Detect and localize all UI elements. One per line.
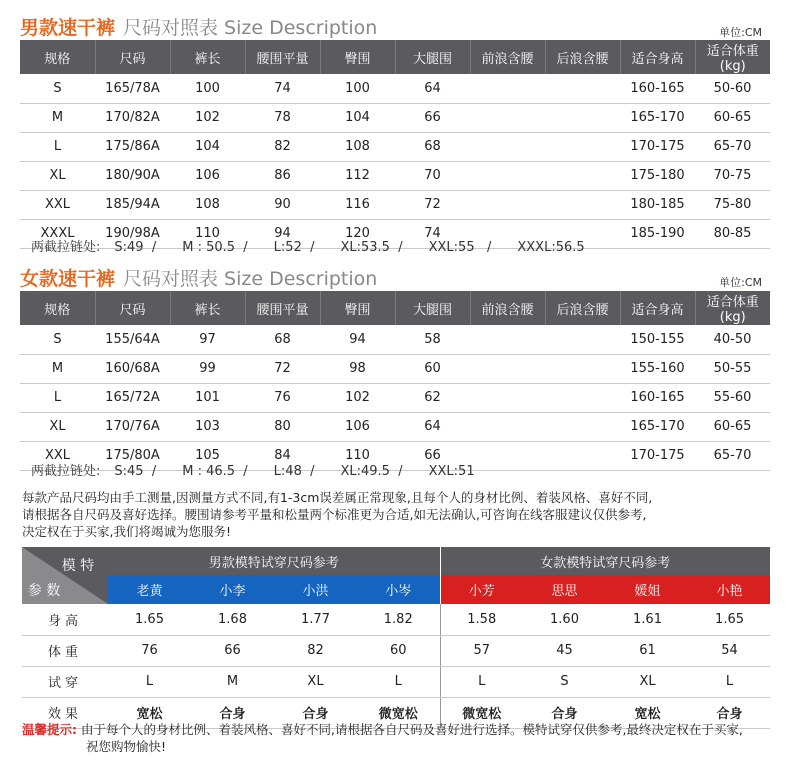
table-cell: 165-170 — [620, 412, 695, 441]
table-cell: 190/98A — [95, 219, 170, 248]
table-cell: 150-155 — [620, 325, 695, 354]
corner-top-text: 模 特 — [61, 558, 95, 574]
female-title-sub: 尺码对照表 Size Description — [123, 268, 378, 290]
table-cell: 98 — [320, 354, 395, 383]
model-value-cell: 1.65 — [689, 604, 770, 635]
model-name-cell: 媛姐 — [606, 575, 689, 604]
zipper-value: S:49 / — [114, 240, 157, 255]
zipper-label: 两截拉链处: — [31, 240, 101, 255]
table-cell: 165/78A — [95, 74, 170, 103]
warm-tip — [22, 721, 782, 755]
model-row-label: 体重 — [22, 635, 108, 666]
table-cell: 74 — [245, 74, 320, 103]
table-cell: 160-165 — [620, 74, 695, 103]
zipper-value: L:48 / — [273, 464, 315, 479]
header-cell: 腰围平量 — [245, 40, 320, 74]
table-cell: 103 — [170, 412, 245, 441]
header-cell: 前浪含腰 — [470, 291, 545, 325]
table-cell: 50-60 — [695, 74, 770, 103]
model-row-label: 试穿 — [22, 666, 108, 697]
table-cell: 102 — [320, 383, 395, 412]
table-cell — [545, 74, 620, 103]
table-cell: 60-65 — [695, 103, 770, 132]
zipper-value: L:52 / — [273, 240, 315, 255]
table-cell: 170-175 — [620, 441, 695, 470]
female-title-cn: 女款速干裤 — [20, 268, 116, 290]
table-cell: 104 — [170, 132, 245, 161]
table-cell — [545, 441, 620, 470]
table-cell: 62 — [395, 383, 470, 412]
zipper-value: XXL:55 / — [428, 240, 492, 255]
table-row — [20, 354, 770, 383]
table-cell: 66 — [395, 441, 470, 470]
table-cell — [470, 190, 545, 219]
header-cell: 裤长 — [170, 291, 245, 325]
zipper-value: XL:53.5 / — [340, 240, 403, 255]
header-cell: 前浪含腰 — [470, 40, 545, 74]
table-cell — [545, 103, 620, 132]
model-value-cell: S — [523, 666, 606, 697]
header-cell: 适合体重(kg) — [695, 291, 770, 325]
female-model-header: 女款模特试穿尺码参考 — [440, 547, 770, 575]
table-cell: 84 — [245, 441, 320, 470]
table-cell: 68 — [245, 325, 320, 354]
table-cell: 106 — [170, 161, 245, 190]
zipper-value: M : 50.5 / — [182, 240, 248, 255]
model-name-cell: 老黄 — [108, 575, 191, 604]
table-row — [20, 325, 770, 354]
model-name-cell: 小洪 — [274, 575, 357, 604]
table-cell: 175/86A — [95, 132, 170, 161]
male-size-table — [20, 40, 770, 249]
table-cell: 72 — [395, 190, 470, 219]
table-cell: 110 — [170, 219, 245, 248]
table-cell: 165/72A — [95, 383, 170, 412]
header-cell: 裤长 — [170, 40, 245, 74]
corner-diagonal — [22, 547, 108, 604]
table-cell: 175/80A — [95, 441, 170, 470]
model-fit-table — [22, 547, 770, 729]
table-cell: 112 — [320, 161, 395, 190]
table-cell: L — [20, 132, 95, 161]
model-value-cell: 合身 — [274, 697, 357, 728]
table-cell: 116 — [320, 190, 395, 219]
table-cell: 97 — [170, 325, 245, 354]
table-cell: XXL — [20, 190, 95, 219]
warm-tip-line-1: 由于每个人的身材比例、着装风格、喜好不同,请根据各自尺码及喜好进行选择。模特试穿仅供参考,最终决定权在于买家, — [80, 722, 743, 737]
table-cell: 99 — [170, 354, 245, 383]
table-cell — [545, 325, 620, 354]
table-cell: 78 — [245, 103, 320, 132]
male-unit-label: 单位:CM — [719, 26, 762, 39]
table-row — [20, 383, 770, 412]
header-cell: 臀围 — [320, 40, 395, 74]
header-cell: 规格 — [20, 291, 95, 325]
table-cell: XL — [20, 161, 95, 190]
table-cell: 58 — [395, 325, 470, 354]
header-cell: 后浪含腰 — [545, 40, 620, 74]
table-cell: 185-190 — [620, 219, 695, 248]
table-cell: 90 — [245, 190, 320, 219]
table-row — [20, 74, 770, 103]
table-cell: L — [20, 383, 95, 412]
model-value-cell: 1.68 — [191, 604, 274, 635]
female-section-title — [20, 267, 377, 291]
model-value-cell: 1.61 — [606, 604, 689, 635]
zipper-value: S:45 / — [114, 464, 157, 479]
table-cell — [545, 412, 620, 441]
table-cell — [470, 161, 545, 190]
table-cell: 100 — [170, 74, 245, 103]
table-cell — [470, 132, 545, 161]
table-row — [20, 412, 770, 441]
table-cell: 65-70 — [695, 441, 770, 470]
table-cell: 40-50 — [695, 325, 770, 354]
header-cell: 大腿围 — [395, 291, 470, 325]
female-zipper-line — [31, 460, 501, 479]
model-value-cell: L — [689, 666, 770, 697]
model-value-cell: L — [108, 666, 191, 697]
model-name-cell: 小芳 — [440, 575, 523, 604]
table-cell: 160-165 — [620, 383, 695, 412]
note-line-1: 每款产品尺码均由手工测量,因测量方式不同,有1-3cm误差属正常现象,且每个人的身材比例、着装风格、喜好不同, — [22, 490, 653, 505]
table-cell: 180/90A — [95, 161, 170, 190]
header-cell: 后浪含腰 — [545, 291, 620, 325]
zipper-value: M : 46.5 / — [182, 464, 248, 479]
model-corner-cell — [22, 547, 108, 604]
model-row — [22, 604, 770, 635]
table-cell: S — [20, 74, 95, 103]
table-cell: S — [20, 325, 95, 354]
model-value-cell: 57 — [440, 635, 523, 666]
table-cell: 155/64A — [95, 325, 170, 354]
model-value-cell: L — [440, 666, 523, 697]
header-cell: 尺码 — [95, 40, 170, 74]
table-cell: M — [20, 103, 95, 132]
table-cell: 60 — [395, 354, 470, 383]
table-cell: 70-75 — [695, 161, 770, 190]
zipper-label: 两截拉链处: — [31, 464, 101, 479]
table-cell — [545, 132, 620, 161]
warm-tip-lead: 温馨提示: — [22, 722, 77, 737]
male-zipper-line — [31, 236, 611, 255]
table-cell: 108 — [320, 132, 395, 161]
zipper-value: XXL:51 — [428, 464, 475, 479]
model-row-label: 效果 — [22, 697, 108, 728]
table-cell: 106 — [320, 412, 395, 441]
table-cell — [545, 190, 620, 219]
table-cell: 55-60 — [695, 383, 770, 412]
table-cell: 82 — [245, 132, 320, 161]
table-cell: 86 — [245, 161, 320, 190]
table-cell — [545, 383, 620, 412]
model-value-cell: 宽松 — [108, 697, 191, 728]
table-cell — [470, 354, 545, 383]
table-cell: 160/68A — [95, 354, 170, 383]
model-value-cell: 微宽松 — [357, 697, 440, 728]
zipper-value: XXXL:56.5 — [517, 240, 585, 255]
table-cell: 108 — [170, 190, 245, 219]
table-cell: 105 — [170, 441, 245, 470]
model-value-cell: 1.77 — [274, 604, 357, 635]
model-value-cell: 宽松 — [606, 697, 689, 728]
header-cell: 规格 — [20, 40, 95, 74]
table-cell: 110 — [320, 441, 395, 470]
table-cell — [470, 74, 545, 103]
table-cell: 175-180 — [620, 161, 695, 190]
table-cell: 170/82A — [95, 103, 170, 132]
table-cell: 101 — [170, 383, 245, 412]
table-cell: 60-65 — [695, 412, 770, 441]
table-cell — [470, 412, 545, 441]
table-cell: 72 — [245, 354, 320, 383]
table-cell: 170/76A — [95, 412, 170, 441]
table-cell: 75-80 — [695, 190, 770, 219]
note-line-2: 请根据各自尺码及喜好选择。腰围请参考平量和松量两个标准更为合适,如无法确认,可咨询在线客服建议仅供参考, — [22, 507, 647, 522]
note-line-3: 决定权在于买家,我们将竭诚为您服务! — [22, 524, 231, 539]
table-row — [20, 161, 770, 190]
female-size-table — [20, 291, 770, 471]
warm-tip-line-2: 祝您购物愉快! — [86, 739, 167, 754]
model-value-cell: 合身 — [523, 697, 606, 728]
model-value-cell: 微宽松 — [440, 697, 523, 728]
model-value-cell: 1.65 — [108, 604, 191, 635]
table-cell: XXXL — [20, 219, 95, 248]
model-name-cell: 小岑 — [357, 575, 440, 604]
model-name-cell: 思思 — [523, 575, 606, 604]
model-value-cell: M — [191, 666, 274, 697]
model-value-cell: 60 — [357, 635, 440, 666]
model-value-cell: XL — [606, 666, 689, 697]
table-cell: 102 — [170, 103, 245, 132]
model-value-cell: 76 — [108, 635, 191, 666]
female-unit-label: 单位:CM — [719, 276, 762, 289]
header-cell: 大腿围 — [395, 40, 470, 74]
table-cell — [470, 383, 545, 412]
table-cell — [545, 354, 620, 383]
table-cell: 170-175 — [620, 132, 695, 161]
header-cell: 尺码 — [95, 291, 170, 325]
model-value-cell: 1.82 — [357, 604, 440, 635]
table-cell: 74 — [395, 219, 470, 248]
table-cell: 70 — [395, 161, 470, 190]
model-value-cell: 61 — [606, 635, 689, 666]
table-cell: 104 — [320, 103, 395, 132]
model-value-cell: 82 — [274, 635, 357, 666]
table-cell: 76 — [245, 383, 320, 412]
male-section-title — [20, 16, 377, 40]
model-value-cell: 合身 — [191, 697, 274, 728]
table-cell: M — [20, 354, 95, 383]
header-cell: 适合体重(kg) — [695, 40, 770, 74]
table-cell: 64 — [395, 74, 470, 103]
table-cell: 80 — [245, 412, 320, 441]
table-cell: XXL — [20, 441, 95, 470]
table-row — [20, 132, 770, 161]
table-cell: 120 — [320, 219, 395, 248]
table-cell: 94 — [320, 325, 395, 354]
model-value-cell: XL — [274, 666, 357, 697]
table-cell: 80-85 — [695, 219, 770, 248]
zipper-value: XL:49.5 / — [340, 464, 403, 479]
table-cell: 100 — [320, 74, 395, 103]
model-value-cell: 54 — [689, 635, 770, 666]
model-row — [22, 666, 770, 697]
table-cell: 180-185 — [620, 190, 695, 219]
table-cell — [470, 325, 545, 354]
table-cell: 66 — [395, 103, 470, 132]
table-cell — [545, 161, 620, 190]
model-value-cell: 1.60 — [523, 604, 606, 635]
header-cell: 臀围 — [320, 291, 395, 325]
model-row — [22, 635, 770, 666]
corner-bottom-text: 参 数 — [27, 583, 61, 599]
table-cell: 94 — [245, 219, 320, 248]
model-row-label: 身高 — [22, 604, 108, 635]
model-value-cell: 66 — [191, 635, 274, 666]
table-cell: 165-170 — [620, 103, 695, 132]
header-cell: 适合身高 — [620, 291, 695, 325]
model-value-cell: 合身 — [689, 697, 770, 728]
table-cell: 65-70 — [695, 132, 770, 161]
header-cell: 适合身高 — [620, 40, 695, 74]
model-value-cell: 1.58 — [440, 604, 523, 635]
table-cell: 50-55 — [695, 354, 770, 383]
table-cell: 68 — [395, 132, 470, 161]
male-model-header: 男款模特试穿尺码参考 — [108, 547, 440, 575]
table-cell: XL — [20, 412, 95, 441]
table-cell: 185/94A — [95, 190, 170, 219]
table-row — [20, 190, 770, 219]
model-value-cell: 45 — [523, 635, 606, 666]
measurement-note — [22, 489, 772, 540]
table-row — [20, 103, 770, 132]
table-cell: 64 — [395, 412, 470, 441]
header-cell: 腰围平量 — [245, 291, 320, 325]
table-cell: 155-160 — [620, 354, 695, 383]
male-title-cn: 男款速干裤 — [20, 17, 116, 39]
model-value-cell: L — [357, 666, 440, 697]
table-cell — [470, 103, 545, 132]
male-title-sub: 尺码对照表 Size Description — [123, 17, 378, 39]
model-name-cell: 小李 — [191, 575, 274, 604]
model-name-cell: 小艳 — [689, 575, 770, 604]
